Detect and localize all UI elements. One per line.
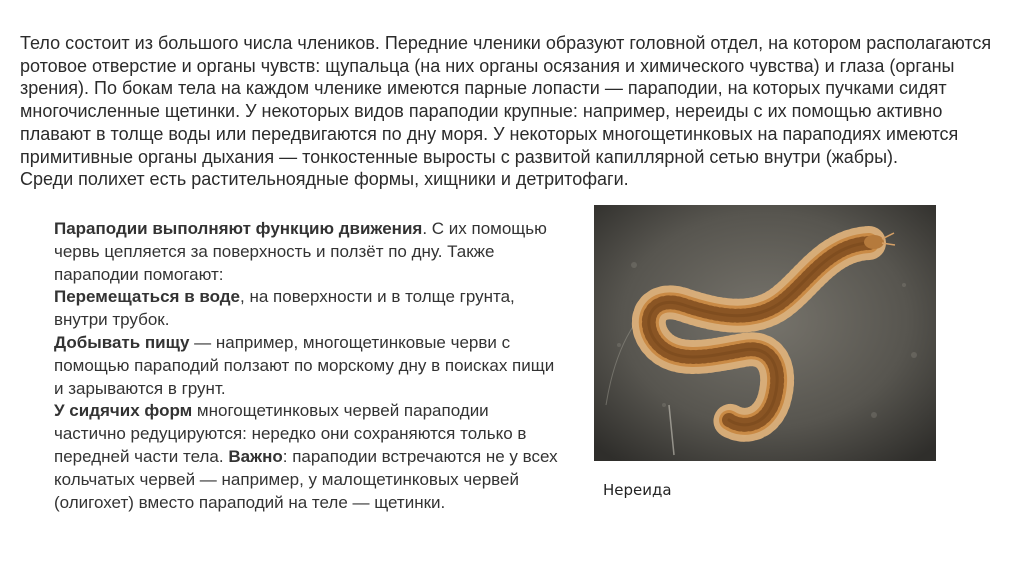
important-text: : параподии встречаются не у всех кольчатых червей — например, у малощетинковых червей (олигохет) вместо параподий на теле — щетинки.: [54, 446, 558, 512]
term-food: Добывать пищу: [54, 332, 190, 352]
parapodia-details: [54, 218, 559, 514]
intro-paragraph-1: Тело состоит из большого числа члеников. Передние членики образуют головной отдел, на котором располагаются ротовое отверстие и органы чувств: щупальца (на них органы осязания и химического чувства) и глаза (органы зрения). По бокам тела на каждом членике имеются парные лопасти — параподии, на которых пучками сидят многочисленные щетинки. У некоторых видов параподии крупные: например, нереиды с их помощью активно плавают в толще воды или передвигаются по дну моря. У некоторых многощетинковых на параподиях имеются примитивные органы дыхания — тонкостенные выросты с развитой капиллярной сетью внутри (жабры).: [20, 33, 992, 167]
worm-illustration: [594, 205, 936, 461]
food-text: — например, многощетинковые черви с помощью параподий ползают по морскому дну в поисках пищи и зарываются в грунт.: [54, 332, 555, 398]
movement-text: . С их помощью червь цепляется за поверхность и ползёт по дну. Также параподии помогают:: [54, 219, 547, 284]
details-paragraph-food: [54, 332, 559, 400]
intro-text: [20, 32, 1010, 191]
term-important: Важно: [228, 446, 283, 466]
nereis-photo: [594, 205, 936, 461]
term-movement: Параподии выполняют функцию движения: [54, 219, 423, 238]
term-water: Перемещаться в воде: [54, 287, 241, 307]
details-paragraph-movement: [54, 218, 559, 286]
photo-caption: Нереида: [603, 481, 672, 499]
details-paragraph-water: [54, 286, 559, 332]
details-paragraph-sessile: [54, 400, 559, 514]
term-sessile: У сидячих форм: [54, 401, 193, 421]
sessile-text: многощетинковых червей параподии частично редуцируются: нередко они сохраняются только в передней части тела.: [54, 401, 527, 466]
intro-paragraph-2: Среди полихет есть растительноядные формы, хищники и детритофаги.: [20, 169, 629, 190]
water-text: , на поверхности и в толще грунта, внутри трубок.: [54, 287, 515, 330]
